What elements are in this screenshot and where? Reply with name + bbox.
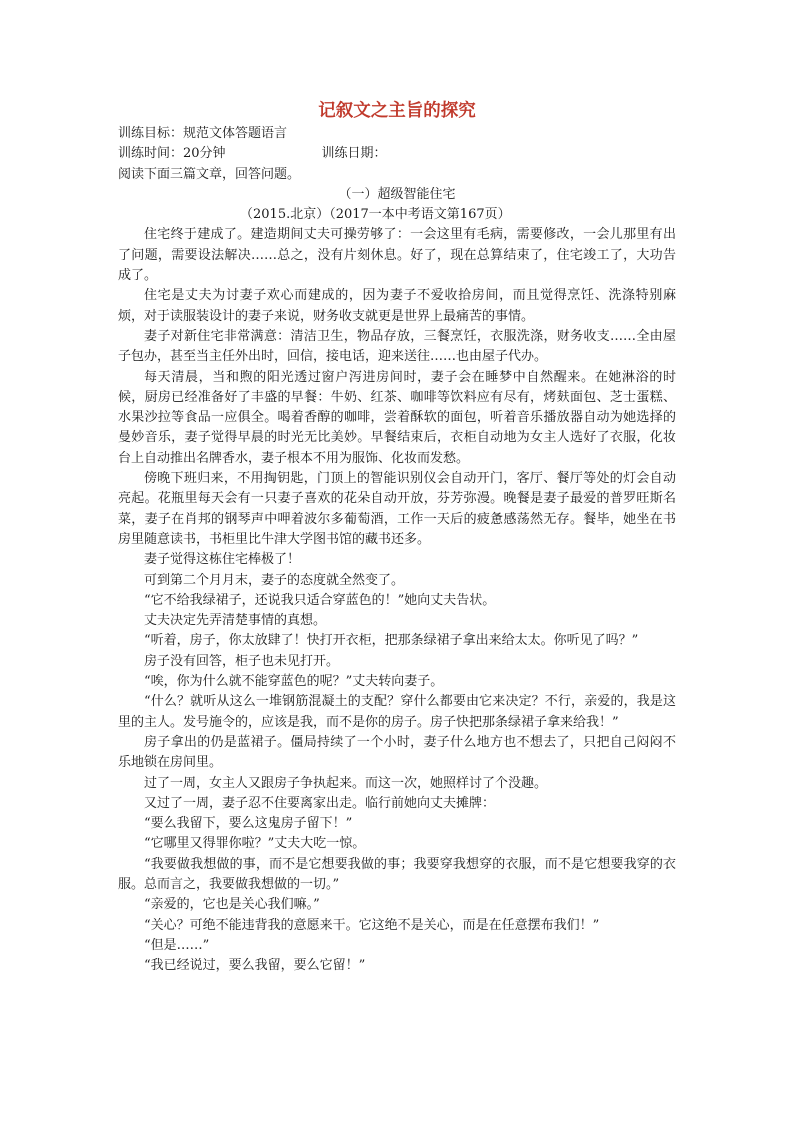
spacer	[226, 144, 322, 164]
paragraph: 妻子觉得这栋住宅棒极了！	[144, 552, 301, 568]
paragraph: “但是……”	[144, 937, 210, 953]
paragraph: 房子没有回答，柜子也未见打开。	[144, 653, 340, 669]
paragraph: “我要做我想做的事，而不是它想要我做的事；我要穿我想穿的衣服，而不是它想要我穿的衣服。总而言之，我要做我想做的一切。”	[118, 856, 676, 892]
paragraph: “它哪里又得罪你啦？”丈夫大吃一惊。	[144, 836, 366, 852]
paragraph: “我已经说过，要么我留，要么它留！”	[144, 958, 366, 974]
source-citation: （2015.北京）（2017一本中考语文第167页）	[240, 207, 511, 223]
paragraph: “它不给我绿裙子，还说我只适合穿蓝色的！”她向丈夫告状。	[144, 592, 496, 608]
paragraph: 过了一周，女主人又跟房子争执起来。而这一次，她照样讨了个没趣。	[144, 775, 548, 791]
paragraph: 住宅是丈夫为讨妻子欢心而建成的，因为妻子不爱收拾房间，而且觉得烹饪、洗涤特别麻烦，对于读服装设计的妻子来说，财务收支就更是世界上最痛苦的事情。	[118, 288, 676, 324]
paragraph: “什么？就听从这么一堆钢筋混凝土的支配？穿什么都要由它来决定？不行，亲爱的，我是这里的主人。发号施令的，应该是我，而不是你的房子。房子快把那条绿裙子拿来给我！”	[118, 694, 676, 730]
paragraph: “听着，房子，你太放肆了！快打开衣柜，把那条绿裙子拿出来给太太。你听见了吗？”	[144, 633, 639, 649]
paragraph: 丈夫决定先弄清楚事情的真想。	[144, 613, 327, 629]
paragraph: “关心？可绝不能违背我的意愿来干。它这绝不是关心，而是在任意摆布我们！”	[144, 917, 600, 933]
paragraph: 可到第二个月月末，妻子的态度就全然变了。	[144, 572, 405, 588]
training-goal: 训练目标：规范文体答题语言	[118, 126, 288, 141]
reading-instruction: 阅读下面三篇文章，回答问题。	[118, 166, 301, 182]
paragraph: 每天清晨，当和煦的阳光透过窗户泻进房间时，妻子会在睡梦中自然醒来。在她淋浴的时候，厨房已经准备好了丰盛的早餐：牛奶、红茶、咖啡等饮料应有尽有，烤麸面包、芝士蛋糕、水果沙拉等食品一应俱全。喝着香醇的咖啡，尝着酥软的面包，听着音乐播放器自动为她选择的曼妙音乐，妻子觉得早晨的时光无比美妙。早餐结束后，衣柜自动地为女主人选好了衣服，化妆台上自动推出名牌香水，妻子根本不用为服饰、化妆而发愁。	[118, 369, 676, 466]
training-time: 训练时间：20分钟	[118, 146, 226, 162]
article-body	[118, 225, 676, 976]
paragraph: 傍晚下班归来，不用掏钥匙，门顶上的智能识别仪会自动开门，客厅、餐厅等处的灯会自动亮起。花瓶里每天会有一只妻子喜欢的花朵自动开放，芬芳弥漫。晚餐是妻子最爱的普罗旺斯名菜，妻子在肖邦的钢琴声中呷着波尔多葡萄酒，工作一天后的疲惫感荡然无存。餐毕，她坐在书房里随意读书，书柜里比牛津大学图书馆的藏书还多。	[118, 471, 676, 547]
paragraph: “要么我留下，要么这鬼房子留下！”	[144, 816, 353, 832]
document-title: 记叙文之主旨的探究	[318, 101, 476, 121]
paragraph: 妻子对新住宅非常满意：清洁卫生，物品存放，三餐烹饪，衣服洗涤，财务收支……全由屋子包办，甚至当主任外出时，回信，接电话，迎来送往……也由屋子代办。	[118, 328, 676, 365]
document-page	[118, 98, 676, 976]
paragraph: 房子拿出的仍是蓝裙子。僵局持续了一个小时，妻子什么地方也不想去了，只把自己闷闷不乐地锁在房间里。	[118, 734, 676, 771]
section-title: （一）超级智能住宅	[338, 186, 456, 202]
training-info-row	[118, 144, 676, 164]
paragraph: “唉，你为什么就不能穿蓝色的呢？”丈夫转向妻子。	[144, 674, 444, 690]
training-date: 训练日期：	[321, 146, 387, 162]
paragraph: 又过了一周，妻子忍不住要离家出走。临行前她向丈夫摊牌：	[144, 795, 496, 811]
paragraph: “亲爱的，它也是关心我们嘛。”	[144, 897, 320, 913]
paragraph: 住宅终于建成了。建造期间丈夫可操劳够了：一会这里有毛病，需要修改，一会儿那里有出了问题，需要设法解决……总之，没有片刻休息。好了，现在总算结束了，住宅竣工了，大功告成了。	[118, 227, 676, 284]
